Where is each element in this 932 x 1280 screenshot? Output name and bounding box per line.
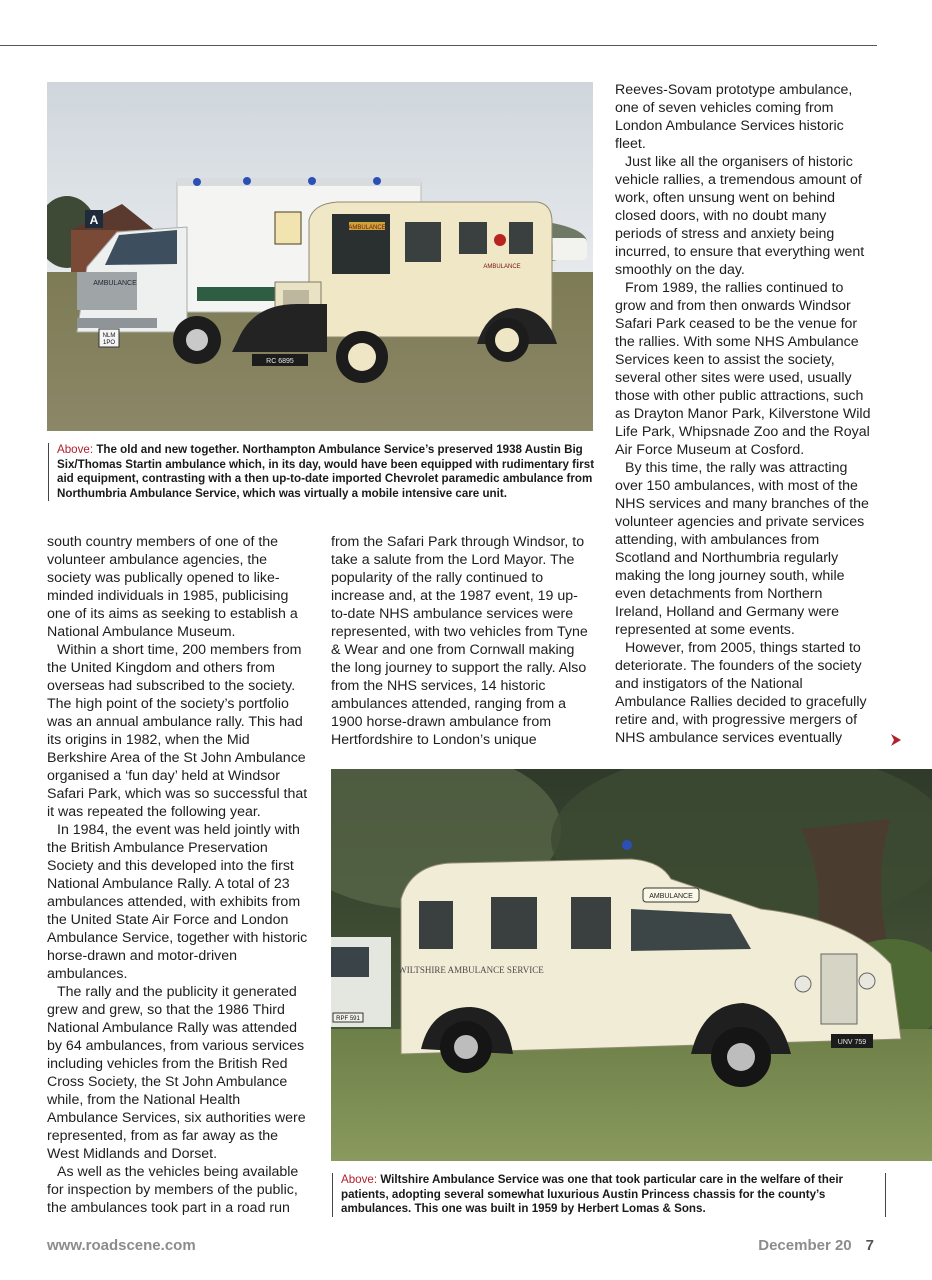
paragraph: south country members of one of the volunteer ambulance agencies, the society was publically opened to like-minded individuals in 1985, publicising one of its aims as seeking to establish a National Ambulance Museum. — [47, 534, 298, 640]
paragraph: Within a short time, 200 members from the United Kingdom and others from overseas had subscribed to the society. The high point of the society’s portfolio was an annual ambulance rally. This had its origins in 1982, when the Mid Berkshire Area of the St John Ambulance organised a ‘fun day’ held at Windsor Safari Park, which was so successful that it was repeated the following year. — [47, 642, 308, 820]
text-column-2 — [331, 533, 593, 749]
svg-text:RC 6895: RC 6895 — [266, 358, 294, 365]
svg-text:AMBULANCE: AMBULANCE — [483, 264, 521, 270]
paragraph: Reeves-Sovam prototype ambulance, one of seven vehicles coming from London Ambulance Services historic fleet. — [615, 82, 853, 152]
paragraph: The rally and the publicity it generated grew and grew, so that the 1986 Third National Ambulance Rally was attended by 64 ambulances, from various services including vehicles from the British Red Cross Society, the St John Ambulance while, from the National Health Ambulance Services, six authorities were represented, from as far away as the West Midlands and Dorset. — [47, 984, 306, 1162]
caption-bottom-text: Wiltshire Ambulance Service was one that took particular care in the welfare of their patients, adopting several somewhat luxurious Austin Princess chassis for the county’s ambulances. This one was built in 1959 by Herbert Lomas & Sons. — [341, 1173, 844, 1216]
arrow-right-icon — [890, 733, 902, 747]
svg-text:UNV 759: UNV 759 — [837, 1039, 867, 1046]
paragraph: Just like all the organisers of historic vehicle rallies, a tremendous amount of work, often unsung went on behind closed doors, with no doubt many periods of stress and anxiety being incurred, to ensure that everything went smoothly on the day. — [615, 154, 865, 278]
paragraph: from the Safari Park through Windsor, to take a salute from the Lord Mayor. The popularity of the rally continued to increase and, at the 1987 event, 19 up-to-date NHS ambulance services were represented, with two vehicles from Tyne & Wear and one from Cornwall making the long journey to support the rally. Also from the NHS services, 14 historic ambulances attended, ranging from a 1900 horse-drawn ambulance from Hertfordshire to London’s unique — [331, 534, 588, 748]
svg-text:AMBULANCE: AMBULANCE — [93, 280, 137, 287]
svg-text:AMBULANCE: AMBULANCE — [348, 225, 386, 231]
paragraph: From 1989, the rallies continued to grow and from then onwards Windsor Safari Park ceased to be the venue for the rallies. With some NHS Ambulance Services keen to assist the society, several other sites were used, usually those with other public attractions, such as Drayton Manor Park, Kilverstone Wild Life Park, Whipsnade Zoo and the Royal Air Force Museum at Cosford. — [615, 280, 871, 458]
paragraph: However, from 2005, things started to deteriorate. The founders of the society and instigators of the National Ambulance Rallies decided to gracefully retire and, with progressive mergers of NHS ambulance services eventually — [615, 640, 867, 746]
svg-text:AMBULANCE: AMBULANCE — [649, 893, 693, 900]
paragraph: As well as the vehicles being available for inspection by members of the public, the ambulances took part in a road run — [47, 1164, 299, 1216]
caption-bottom-lead: Above: — [341, 1173, 378, 1186]
photo-two-ambulances — [47, 82, 593, 431]
svg-text:NLM: NLM — [102, 333, 116, 339]
footer-website[interactable]: www.roadscene.com — [47, 1237, 196, 1254]
svg-text:RPF 591: RPF 591 — [336, 1016, 360, 1022]
caption-top-lead: Above: — [57, 443, 94, 456]
photo-wiltshire-ambulance — [331, 769, 932, 1161]
footer-issue: December 20 — [758, 1237, 852, 1254]
svg-text:1PO: 1PO — [102, 340, 116, 346]
footer-issue-page — [758, 1237, 874, 1254]
svg-text:WILTSHIRE AMBULANCE SERVICE: WILTSHIRE AMBULANCE SERVICE — [398, 965, 544, 975]
text-column-3 — [615, 81, 873, 747]
paragraph: By this time, the rally was attracting over 150 ambulances, with most of the NHS services and many branches of the volunteer agencies and private services attending, with ambulances from Scotland and Northumbria regularly making the long journey south, while even detachments from Northern Ireland, Holland and Germany were represented at some events. — [615, 460, 869, 638]
svg-text:A: A — [89, 213, 99, 227]
caption-bottom — [332, 1173, 886, 1217]
paragraph: In 1984, the event was held jointly with the British Ambulance Preservation Society and this developed into the first National Ambulance Rally. A total of 23 ambulances attended, with exhibits from the United State Air Force and London Ambulance Service, together with historic horse-drawn and motor-driven ambulances. — [47, 822, 308, 982]
caption-top — [48, 443, 597, 501]
text-column-1 — [47, 533, 309, 1217]
top-rule — [0, 45, 877, 46]
caption-top-text: The old and new together. Northampton Ambulance Service’s preserved 1938 Austin Big Six/Thomas Startin ambulance which, in its day, would have been equipped with rudimentary first aid equipment, contrasting with a then up-to-date imported Chevrolet paramedic ambulance from Northumbria Ambulance Service, which was virtually a mobile intensive care unit. — [57, 443, 595, 500]
page-number: 7 — [865, 1237, 874, 1254]
